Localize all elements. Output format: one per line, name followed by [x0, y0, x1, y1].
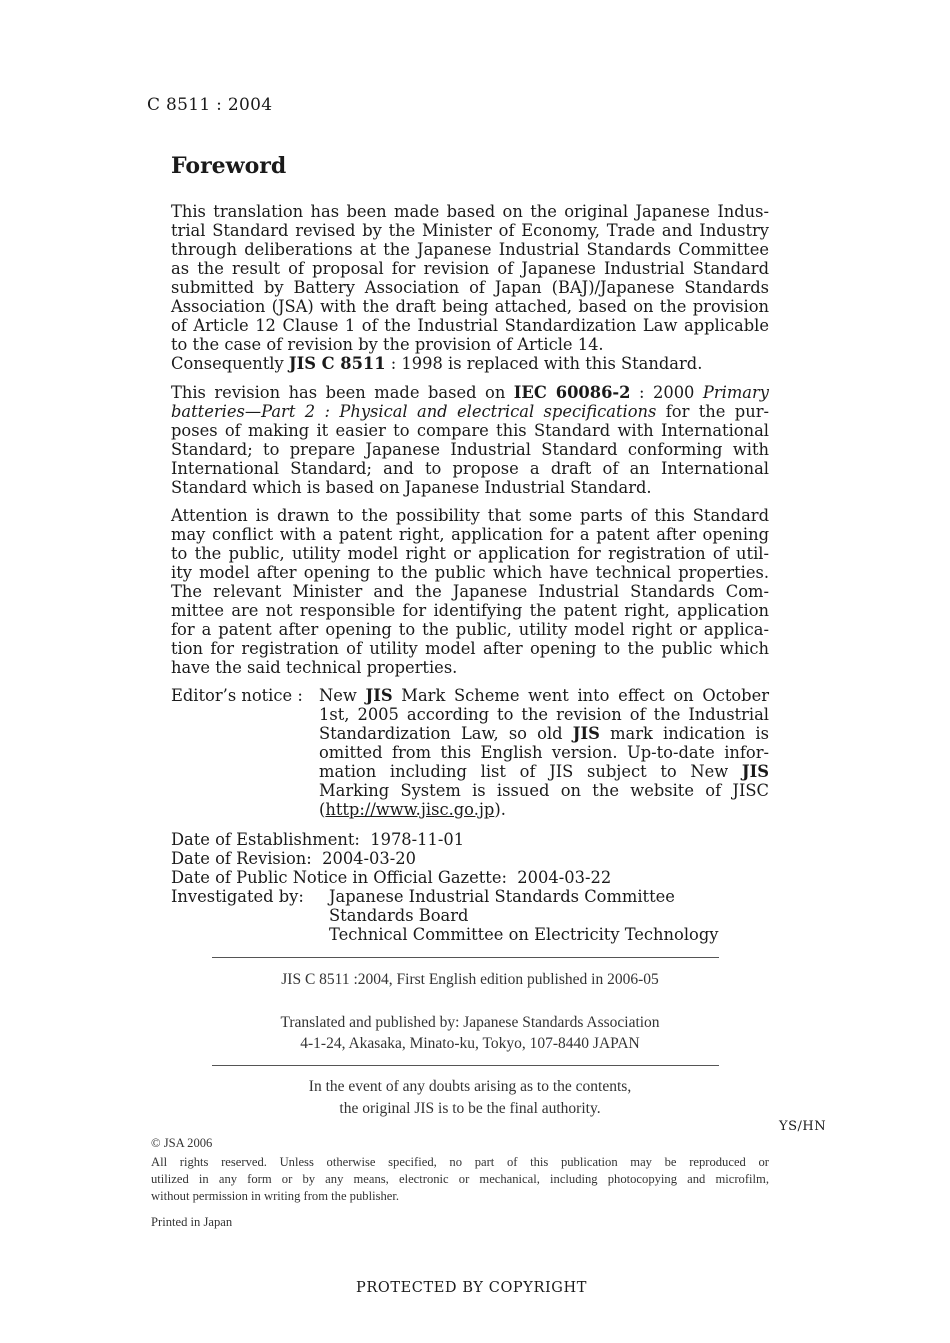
standard-ref: IEC 60086-2 [513, 383, 631, 402]
text-line [319, 724, 769, 743]
text-line: omitted from this English version. Up-to-date infor- [319, 743, 769, 762]
text-run: This revision has been made based on [171, 383, 514, 402]
text-line [171, 354, 769, 373]
text-line: to the public, utility model right or application for registration of util- [171, 544, 769, 563]
standard-title: batteries—Part 2 : Physical and electrical specifications [171, 402, 657, 421]
text-line: 1st, 2005 according to the revision of the Industrial [319, 705, 769, 724]
editor-notice-label: Editor’s notice : [171, 686, 303, 705]
text-line: tion for registration of utility model after opening to the public which [171, 639, 769, 658]
jisc-website-link[interactable]: http://www.jisc.go.jp [325, 800, 495, 819]
text-run: New [319, 686, 366, 705]
text-line: All rights reserved. Unless otherwise specified, no part of this publication may be reproduced or [151, 1155, 769, 1169]
text-line: for a patent after opening to the public, utility model right or applica- [171, 620, 769, 639]
text-line [319, 762, 769, 781]
text-run: Standardization Law, so old [319, 724, 573, 743]
text-line: utilized in any form or by any means, electronic or mechanical, including photocopying and microfilm, [151, 1172, 769, 1186]
printed-in: Printed in Japan [151, 1215, 233, 1229]
edition-statement: JIS C 8511 :2004, First English edition published in 2006-05 [281, 971, 659, 988]
date-of-public-notice: Date of Public Notice in Official Gazette: 2004-03-22 [171, 868, 612, 887]
jis-bold: JIS [365, 686, 393, 705]
text-run: mation including list of JIS subject to New [319, 762, 742, 781]
divider [212, 1065, 719, 1066]
text-line [319, 800, 769, 819]
investigator-line: Technical Committee on Electricity Technology [329, 925, 719, 944]
publisher-statement: Translated and published by: Japanese Standards Association [280, 1014, 660, 1031]
text-line: to the case of revision by the provision of Article 14. [171, 335, 604, 354]
text-line: may conflict with a patent right, application for a patent after opening [171, 525, 769, 544]
text-line: trial Standard revised by the Minister of Economy, Trade and Industry [171, 221, 769, 240]
publisher-address: 4-1-24, Akasaka, Minato-ku, Tokyo, 107-8440 JAPAN [300, 1035, 640, 1052]
authority-notice-line: In the event of any doubts arising as to the contents, [308, 1078, 632, 1095]
text-line: ity model after opening to the public which have technical properties. [171, 563, 769, 582]
text-run: Consequently [171, 354, 289, 373]
date-of-establishment: Date of Establishment: 1978-11-01 [171, 830, 465, 849]
foreword-title: Foreword [171, 153, 287, 179]
text-line [171, 402, 769, 421]
text-line: mittee are not responsible for identifying the patent right, application [171, 601, 769, 620]
text-run: for the pur- [656, 402, 769, 421]
paragraph-translation-basis [171, 202, 769, 373]
text-line: submitted by Battery Association of Japan (BAJ)/Japanese Standards [171, 278, 769, 297]
investigator-line: Japanese Industrial Standards Committee [329, 887, 675, 906]
text-line: of Article 12 Clause 1 of the Industrial Standardization Law applicable [171, 316, 769, 335]
rights-statement [151, 1154, 769, 1205]
editor-initials: YS/HN [779, 1119, 827, 1134]
text-run: ( [319, 800, 326, 819]
editor-notice-body [319, 686, 769, 819]
divider [212, 957, 719, 958]
text-line: International Standard; and to propose a draft of an International [171, 459, 769, 478]
investigator-line: Standards Board [329, 906, 469, 925]
text-line: Attention is drawn to the possibility that some parts of this Standard [171, 506, 769, 525]
text-run: mark indication is [599, 724, 769, 743]
text-run: : 1998 is replaced with this Standard. [385, 354, 703, 373]
jis-bold: JIS [741, 762, 769, 781]
investigated-by-label: Investigated by: [171, 887, 304, 906]
text-line: poses of making it easier to compare this Standard with International [171, 421, 769, 440]
text-line [319, 686, 769, 705]
protected-by-copyright-footer: PROTECTED BY COPYRIGHT [355, 1280, 588, 1296]
paragraph-revision-basis [171, 383, 769, 497]
text-line: Association (JSA) with the draft being attached, based on the provision [171, 297, 769, 316]
standard-ref: JIS C 8511 [288, 354, 386, 373]
text-line: through deliberations at the Japanese Industrial Standards Committee [171, 240, 769, 259]
authority-notice-line: the original JIS is to be the final authority. [339, 1100, 601, 1117]
text-line: without permission in writing from the publisher. [151, 1189, 400, 1203]
text-line: This translation has been made based on the original Japanese Indus- [171, 202, 769, 221]
text-line [171, 383, 769, 402]
document-id: C 8511 : 2004 [147, 95, 273, 115]
text-line: Standard; to prepare Japanese Industrial Standard conforming with [171, 440, 769, 459]
copyright-mark: © JSA 2006 [151, 1136, 213, 1150]
text-line: as the result of proposal for revision of Japanese Industrial Standard [171, 259, 769, 278]
text-run: Mark Scheme went into effect on October [392, 686, 769, 705]
text-line: Standard which is based on Japanese Industrial Standard. [171, 478, 652, 497]
text-run: ). [494, 800, 506, 819]
jis-bold: JIS [572, 724, 600, 743]
text-line: have the said technical properties. [171, 658, 458, 677]
text-line: The relevant Minister and the Japanese Industrial Standards Com- [171, 582, 769, 601]
text-run: : 2000 [630, 383, 703, 402]
standard-title: Primary [702, 383, 769, 402]
paragraph-patent-notice [171, 506, 769, 677]
date-of-revision: Date of Revision: 2004-03-20 [171, 849, 416, 868]
text-line: Marking System is issued on the website of JISC [319, 781, 769, 800]
